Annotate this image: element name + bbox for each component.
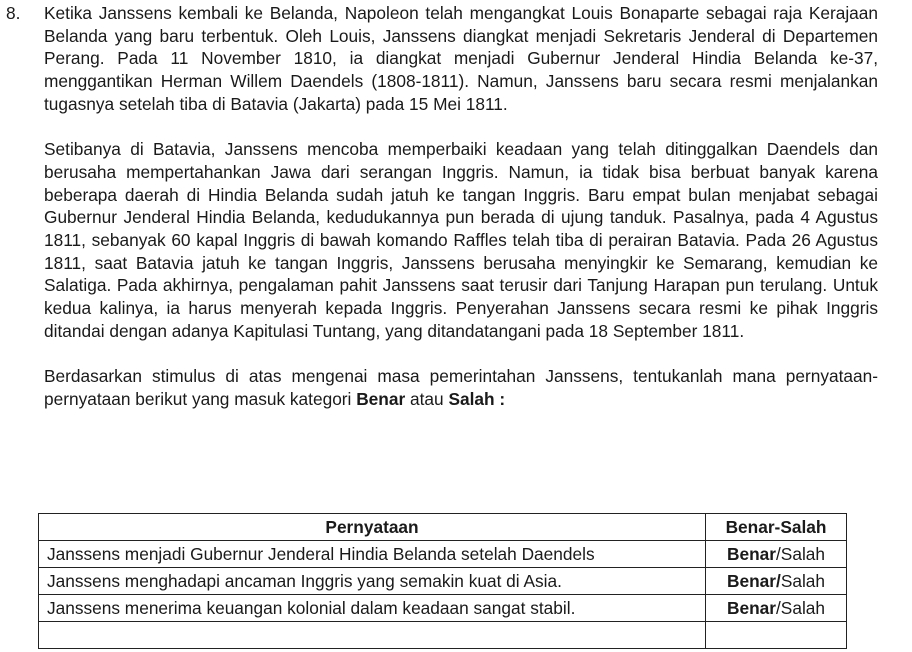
- table-row: [39, 568, 847, 595]
- answer-cell[interactable]: [706, 568, 847, 595]
- question-instruction: [44, 365, 878, 410]
- header-benar-salah: Benar-Salah: [706, 514, 847, 541]
- statement-cell[interactable]: [39, 622, 706, 649]
- table-row-empty: [39, 622, 847, 649]
- statement-cell: Janssens menjadi Gubernur Jenderal Hindia Belanda setelah Daendels: [39, 541, 706, 568]
- instruction-bold-benar: Benar: [356, 388, 406, 409]
- answer-rest: /Salah: [776, 597, 826, 618]
- statement-cell: Janssens menerima keuangan kolonial dalam keadaan sangat stabil.: [39, 595, 706, 622]
- header-pernyataan: Pernyataan: [39, 514, 706, 541]
- statement-cell: Janssens menghadapi ancaman Inggris yang semakin kuat di Asia.: [39, 568, 706, 595]
- instruction-bold-salah: Salah :: [448, 388, 506, 409]
- question-number: 8.: [6, 3, 21, 23]
- answer-bold: Benar: [727, 597, 776, 618]
- stimulus-paragraph-2: Setibanya di Batavia, Janssens mencoba memperbaiki keadaan yang telah ditinggalkan Daendels dan berusaha mempertahankan Jawa dari serangan Inggris. Namun, ia tidak bisa berbuat banyak karena beberapa daerah di Hindia Belanda sudah jatuh ke tangan Inggris. Baru empat bulan menjabat sebagai Gubernur Jenderal Hindia Belanda, kedudukannya pun berada di ujung tanduk. Pasalnya, pada 4 Agustus 1811, sebanyak 60 kapal Inggris di bawah komando Raffles telah tiba di perairan Batavia. Pada 26 Agustus 1811, saat Batavia jatuh ke tangan Inggris, Janssens berusaha menyingkir ke Semarang, kemudian ke Salatiga. Pada akhirnya, pengalaman pahit Janssens saat terusir dari Tanjung Harapan pun terulang. Untuk kedua kalinya, ia harus menyerah kepada Inggris. Penyerahan Janssens secara resmi ke pihak Inggris ditandai dengan adanya Kapitulasi Tuntang, yang ditandatangani pada 18 September 1811.: [44, 139, 878, 341]
- question-stimulus: [44, 2, 878, 411]
- answer-bold: Benar/: [727, 570, 781, 591]
- answer-cell[interactable]: [706, 622, 847, 649]
- answer-bold: Benar: [727, 543, 776, 564]
- instruction-text: Berdasarkan stimulus di atas mengenai masa pemerintahan Janssens, tentukanlah mana pernyataan-pernyataan berikut yang masuk kategori: [44, 366, 878, 409]
- table-header-row: [39, 514, 847, 541]
- answer-rest: Salah: [780, 570, 826, 591]
- stimulus-paragraph-1: Ketika Janssens kembali ke Belanda, Napoleon telah mengangkat Louis Bonaparte sebagai raja Kerajaan Belanda yang baru terbentuk. Oleh Louis, Janssens diangkat menjadi Sekretaris Jenderal di Departemen Perang. Pada 11 November 1810, ia diangkat menjadi Gubernur Jenderal Hindia Belanda ke-37, menggantikan Herman Willem Daendels (1808-1811). Namun, Janssens baru secara resmi menjalankan tugasnya setelah tiba di Batavia (Jakarta) pada 15 Mei 1811.: [44, 3, 878, 114]
- statement-table: [38, 513, 847, 649]
- table-row: [39, 595, 847, 622]
- answer-cell[interactable]: [706, 595, 847, 622]
- answer-rest: /Salah: [776, 543, 826, 564]
- instruction-text-mid: atau: [405, 388, 449, 409]
- table-row: [39, 541, 847, 568]
- answer-cell[interactable]: [706, 541, 847, 568]
